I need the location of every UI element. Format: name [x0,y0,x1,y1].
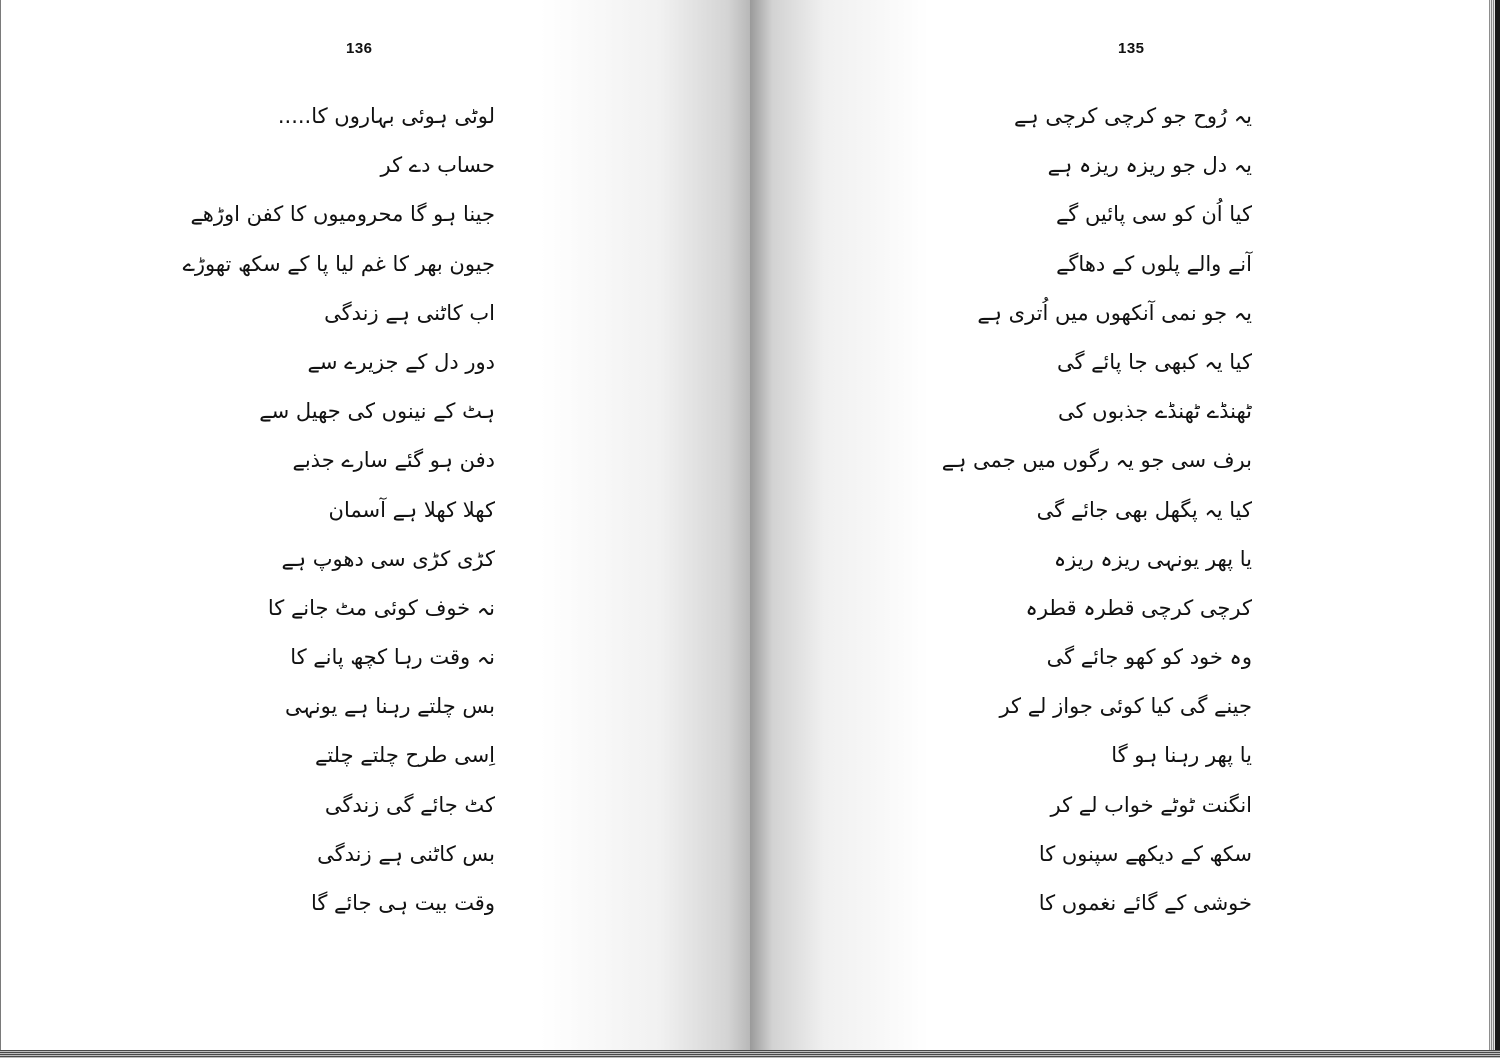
poem-text [183,92,495,928]
poem-text [942,92,1252,928]
poem-line: کڑی کڑی سی دھوپ ہے [281,546,495,571]
poem-line: ٹھنڈے ٹھنڈے جذبوں کی [1057,399,1252,424]
poem-line: جینے گی کیا کوئی جواز لے کر [999,694,1252,719]
poem-line: جینا ہو گا محرومیوں کا کفن اوڑھے [190,202,495,227]
poem-line: دفن ہو گئے سارے جذبے [292,448,495,473]
poem-line: بس چلتے رہنا ہے یونہی [284,694,495,719]
poem-line: سکھ کے دیکھے سپنوں کا [1038,841,1252,866]
poem-line: وہ خود کو کھو جائے گی [1046,645,1252,670]
poem-line: جیون بھر کا غم لیا پا کے سکھ تھوڑے [182,251,495,276]
poem-line: کھلا کھلا ہے آسمان [328,497,495,522]
poem-line: یہ دل جو ریزہ ریزہ ہے [1047,153,1252,178]
page-number: 136 [346,40,373,57]
poem-line: یہ رُوح جو کرچی کرچی ہے [1014,104,1252,128]
poem-line: کرچی کرچی قطرہ قطرہ [1025,595,1252,620]
page-edge-stack [1489,0,1495,1050]
left-page [0,0,750,1050]
poem-line: خوشی کے گائے نغموں کا [1038,891,1252,915]
poem-line: اب کاٹنی ہے زندگی [324,300,495,325]
poem-line: اِسی طرح چلتے چلتے [315,743,495,768]
poem-line: کیا یہ کبھی جا پائے گی [1056,349,1252,374]
poem-line: آنے والے پلوں کے دھاگے [1056,251,1252,276]
poem-line: انگنت ٹوٹے خواب لے کر [1050,792,1252,817]
poem-line: دور دل کے جزیرے سے [307,349,495,374]
poem-line: یہ جو نمی آنکھوں میں اُتری ہے [977,300,1252,325]
poem-line: نہ خوف کوئی مٹ جانے کا [267,595,495,620]
poem-line: لوٹی ہوئی بہاروں کا..... [277,104,495,128]
poem-line: نہ وقت رہا کچھ پانے کا [290,645,495,670]
book-bottom-edge [0,1050,1500,1058]
poem-line: برف سی جو یہ رگوں میں جمی ہے [941,448,1252,473]
poem-line: کیا اُن کو سی پائیں گے [1055,202,1252,227]
poem-line: یا پھر یونہی ریزہ ریزہ [1053,546,1252,571]
poem-line: ہٹ کے نینوں کی جھیل سے [259,399,495,424]
poem-line: بس کاٹنی ہے زندگی [317,841,495,866]
poem-line: حساب دے کر [380,153,495,178]
poem-line: وقت بیت ہی جائے گا [310,891,495,915]
poem-line: کٹ جائے گی زندگی [324,792,495,817]
page-number: 135 [1118,40,1145,57]
poem-line: کیا یہ پگھل بھی جائے گی [1036,497,1252,522]
right-page [750,0,1495,1050]
poem-line: یا پھر رہنا ہو گا [1111,743,1252,768]
